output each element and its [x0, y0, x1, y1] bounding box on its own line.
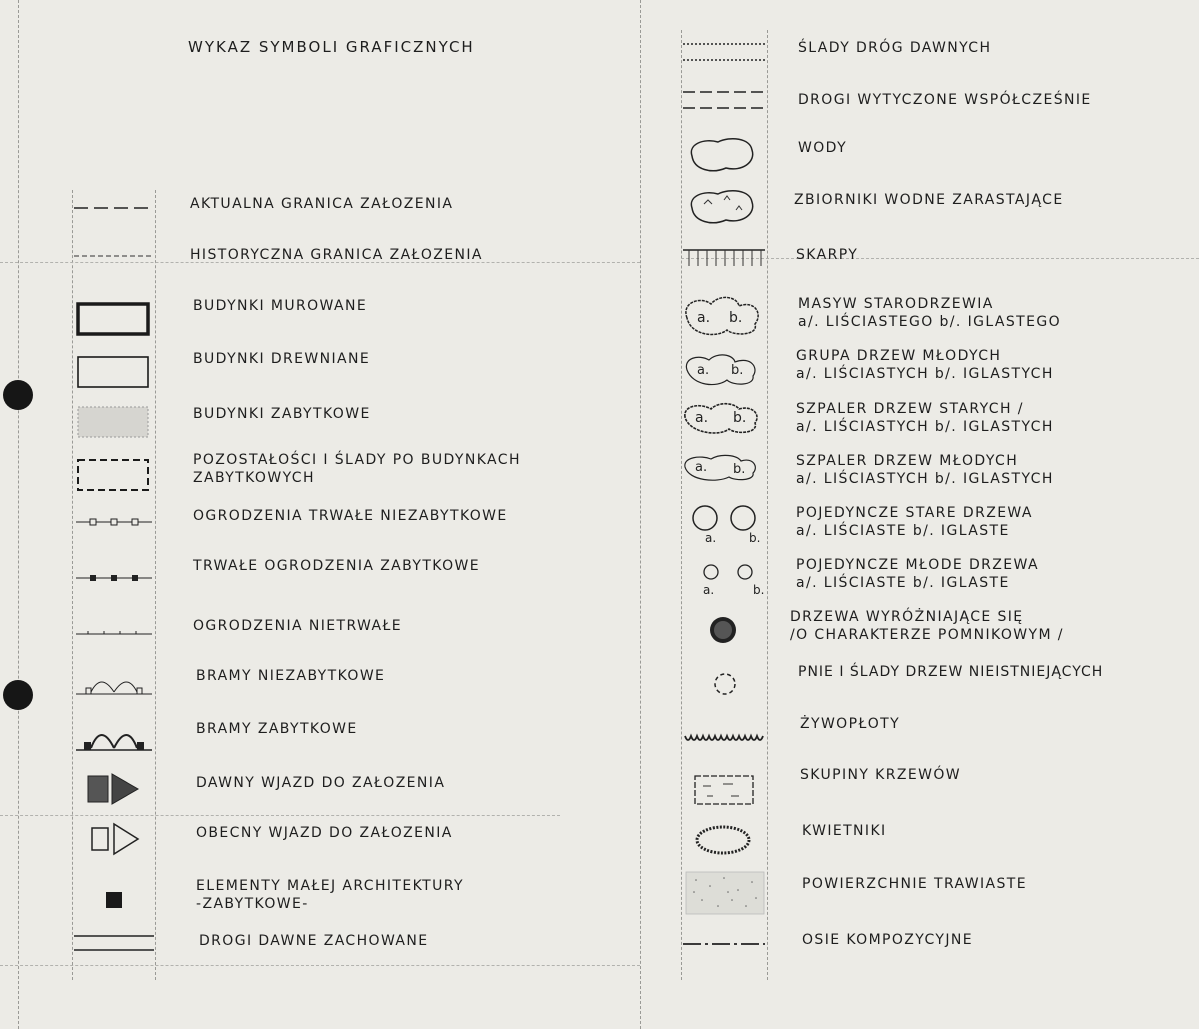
svg-text:b.: b.: [753, 583, 765, 597]
label-pnie-slady-drzew: PNIE I ŚLADY DRZEW NIEISTNIEJĄCYCH: [798, 664, 1104, 680]
label-drogi-dawne: DROGI DAWNE ZACHOWANE: [199, 933, 429, 949]
label-pozostalosci-cont: ZABYTKOWYCH: [193, 470, 315, 486]
right-symbol-guide-b: [767, 30, 768, 980]
powierzchnie-trawiaste-icon: [684, 870, 766, 916]
budynki-zabytkowe-icon: [76, 405, 150, 439]
svg-text:b.: b.: [729, 310, 743, 326]
label-masyw-starodrzewia-ab: a/. LIŚCIASTEGO b/. IGLASTEGO: [798, 314, 1062, 330]
zbiorniki-wodne-icon: [684, 186, 764, 226]
skupiny-krzewow-icon: [681, 768, 767, 812]
label-elementy-malej-architektury: ELEMENTY MAŁEJ ARCHITEKTURY: [196, 878, 464, 894]
masyw-starodrzewia-icon: [681, 292, 767, 338]
label-osie-kompozycyjne: OSIE KOMPOZYCYJNE: [802, 932, 974, 948]
historyczna-granica-icon: [72, 244, 156, 268]
label-drzewa-wyrozniajace-cont: /O CHARAKTERZE POMNIKOWYM /: [790, 627, 1064, 643]
label-ogrodzenia-nietrwale: OGRODZENIA NIETRWAŁE: [193, 618, 402, 634]
label-trwale-ogrodzenia-zabytkowe: TRWAŁE OGRODZENIA ZABYTKOWE: [193, 558, 481, 574]
pojedyncze-mlode-drzewa-icon: [681, 556, 767, 600]
left-symbol-guide-b: [155, 190, 156, 980]
svg-text:a.: a.: [695, 410, 709, 426]
label-historyczna-granica: HISTORYCZNA GRANICA ZAŁOZENIA: [190, 247, 483, 263]
svg-text:a.: a.: [703, 583, 715, 597]
label-drzewa-wyrozniajace: DRZEWA WYRÓŻNIAJĄCE SIĘ: [790, 609, 1024, 625]
osie-kompozycyjne-icon: [681, 932, 767, 956]
szpaler-drzew-starych-icon: [681, 397, 767, 437]
label-wody: WODY: [798, 140, 848, 156]
label-grupa-drzew-mlodych-ab: a/. LIŚCIASTYCH b/. IGLASTYCH: [796, 366, 1054, 382]
label-drogi-wytyczone: DROGI WYTYCZONE WSPÓŁCZEŚNIE: [798, 92, 1092, 108]
label-pozostalosci: POZOSTAŁOŚCI I ŚLADY PO BUDYNKACH: [193, 452, 521, 468]
faint-row-line: [0, 815, 560, 816]
punch-hole: [3, 380, 33, 410]
svg-text:a.: a.: [697, 310, 711, 326]
label-szpaler-drzew-starych: SZPALER DRZEW STARYCH /: [796, 401, 1024, 417]
pnie-slady-drzew-icon: [681, 662, 767, 706]
drogi-dawne-icon: [72, 930, 156, 956]
trwale-ogrodzenia-zabytkowe-icon: [74, 566, 154, 590]
svg-text:b.: b.: [733, 462, 746, 477]
elementy-malej-architektury-icon: [78, 882, 154, 918]
bramy-zabytkowe-icon: [74, 720, 154, 756]
label-pojedyncze-mlode-drzewa: POJEDYNCZE MŁODE DRZEWA: [796, 557, 1039, 573]
label-grupa-drzew-mlodych: GRUPA DRZEW MŁODYCH: [796, 348, 1002, 364]
svg-text:a.: a.: [695, 460, 708, 475]
label-masyw-starodrzewia: MASYW STARODRZEWIA: [798, 296, 994, 312]
ogrodzenia-nietrwale-icon: [74, 620, 154, 644]
label-obecny-wjazd: OBECNY WJAZD DO ZAŁOZENIA: [196, 825, 453, 841]
label-pojedyncze-stare-drzewa-ab: a/. LIŚCIASTE b/. IGLASTE: [796, 523, 1010, 539]
bramy-niezabytkowe-icon: [74, 666, 154, 700]
svg-text:b.: b.: [733, 410, 747, 426]
label-pojedyncze-stare-drzewa: POJEDYNCZE STARE DRZEWA: [796, 505, 1033, 521]
page-title: WYKAZ SYMBOLI GRAFICZNYCH: [188, 38, 475, 56]
svg-text:b.: b.: [749, 531, 761, 545]
label-kwietniki: KWIETNIKI: [802, 823, 887, 839]
label-szpaler-drzew-mlodych-ab: a/. LIŚCIASTYCH b/. IGLASTYCH: [796, 471, 1054, 487]
aktualna-granica-icon: [72, 196, 156, 220]
label-budynki-drewniane: BUDYNKI DREWNIANE: [193, 351, 371, 367]
szpaler-drzew-mlodych-icon: [681, 447, 767, 487]
dawny-wjazd-icon: [78, 768, 154, 808]
label-pojedyncze-mlode-drzewa-ab: a/. LIŚCIASTE b/. IGLASTE: [796, 575, 1010, 591]
wody-icon: [684, 134, 764, 174]
label-skarpy: SKARPY: [796, 247, 859, 263]
left-margin-line: [18, 0, 19, 1029]
label-zywoploty: ŻYWOPŁOTY: [800, 716, 901, 732]
budynki-murowane-icon: [76, 302, 150, 336]
drogi-wytyczone-icon: [681, 86, 767, 116]
punch-hole: [3, 680, 33, 710]
label-zbiorniki-wodne: ZBIORNIKI WODNE ZARASTAJĄCE: [794, 192, 1064, 208]
obecny-wjazd-icon: [78, 818, 154, 858]
left-symbol-guide-a: [72, 190, 73, 980]
slady-drog-icon: [681, 36, 767, 66]
budynki-drewniane-icon: [76, 355, 150, 389]
label-budynki-murowane: BUDYNKI MUROWANE: [193, 298, 368, 314]
pozostalosci-budynkow-icon: [76, 458, 150, 492]
svg-text:b.: b.: [731, 363, 744, 378]
label-skupiny-krzewow: SKUPINY KRZEWÓW: [800, 767, 962, 783]
label-elementy-malej-architektury-cont: -ZABYTKOWE-: [196, 896, 309, 912]
svg-text:a.: a.: [697, 363, 710, 378]
zywoploty-icon: [681, 724, 767, 754]
label-bramy-niezabytkowe: BRAMY NIEZABYTKOWE: [196, 668, 386, 684]
label-budynki-zabytkowe: BUDYNKI ZABYTKOWE: [193, 406, 371, 422]
grupa-drzew-mlodych-icon: [681, 348, 767, 388]
kwietniki-icon: [681, 818, 767, 862]
label-dawny-wjazd: DAWNY WJAZD DO ZAŁOZENIA: [196, 775, 446, 791]
pojedyncze-stare-drzewa-icon: [681, 500, 767, 544]
svg-text:a.: a.: [705, 531, 717, 545]
faint-row-line: [0, 965, 640, 966]
drzewa-wyrozniajace-icon: [681, 608, 767, 652]
label-slady-drog: ŚLADY DRÓG DAWNYCH: [798, 40, 992, 56]
skarpy-icon: [681, 244, 767, 274]
label-bramy-zabytkowe: BRAMY ZABYTKOWE: [196, 721, 358, 737]
ogrodzenia-trwale-niezabytkowe-icon: [74, 510, 154, 534]
label-ogrodzenia-trwale-niezabytkowe: OGRODZENIA TRWAŁE NIEZABYTKOWE: [193, 508, 508, 524]
label-szpaler-drzew-mlodych: SZPALER DRZEW MŁODYCH: [796, 453, 1019, 469]
label-powierzchnie-trawiaste: POWIERZCHNIE TRAWIASTE: [802, 876, 1027, 892]
label-szpaler-drzew-starych-ab: a/. LIŚCIASTYCH b/. IGLASTYCH: [796, 419, 1054, 435]
center-fold-line: [640, 0, 641, 1029]
label-aktualna-granica: AKTUALNA GRANICA ZAŁOZENIA: [190, 196, 454, 212]
